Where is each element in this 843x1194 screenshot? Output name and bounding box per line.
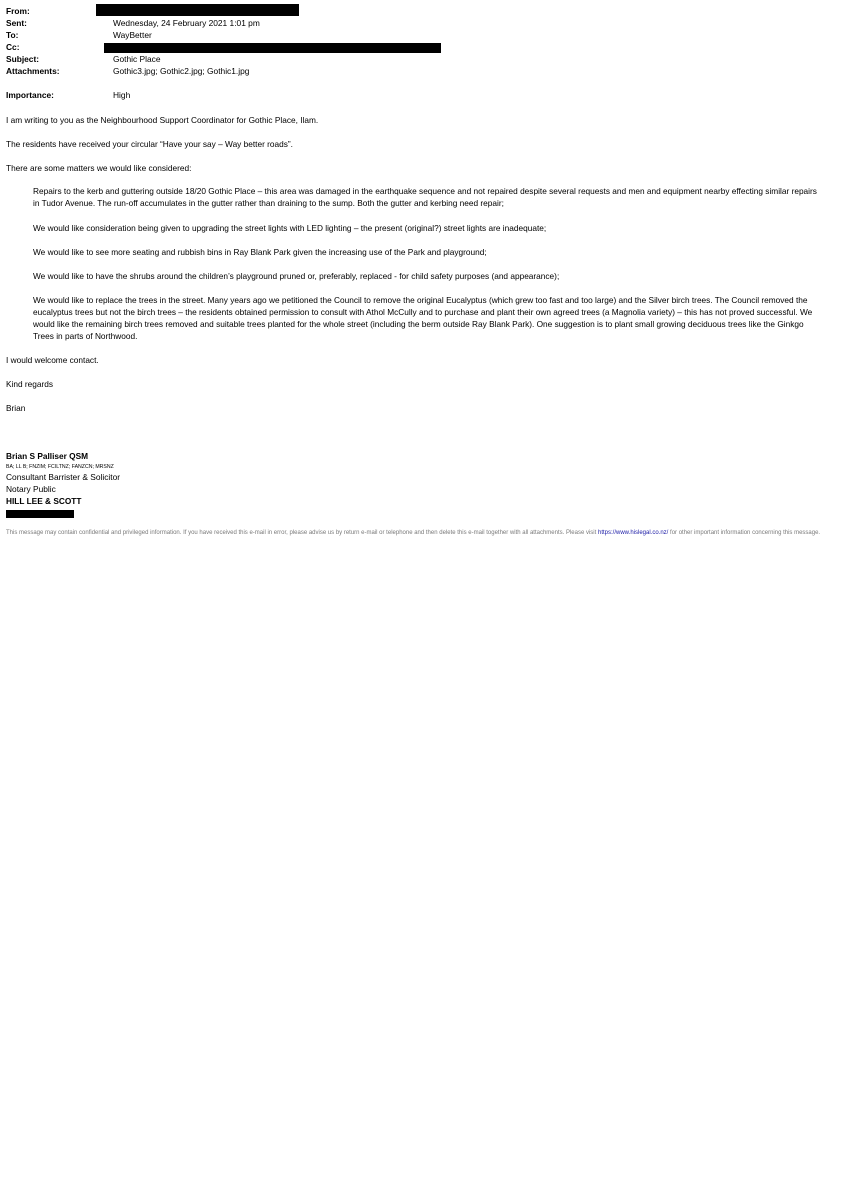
disclaimer-text-after: for other important information concerning this message. bbox=[668, 530, 821, 536]
subject-label: Subject: bbox=[6, 54, 40, 64]
signature-firm: HILL LEE & SCOTT bbox=[6, 496, 82, 506]
list-item: We would like to have the shrubs around the children’s playground pruned or, preferably, replaced - for child safety purposes (and appearance); bbox=[33, 271, 560, 281]
contact-paragraph: I would welcome contact. bbox=[6, 355, 99, 365]
closing-paragraph: Kind regards bbox=[6, 379, 54, 389]
signature-redaction bbox=[6, 510, 74, 518]
to-value: WayBetter bbox=[113, 30, 152, 40]
intro-paragraph: I am writing to you as the Neighbourhood Support Coordinator for Gothic Place, Ilam. bbox=[6, 115, 319, 125]
disclaimer-text-before: This message may contain confidential and privileged information. If you have received this e-mail in error, please advise us by return e-mail or telephone and then delete this e-mail together with all attachments. Please visit bbox=[6, 530, 598, 536]
cc-label: Cc: bbox=[6, 42, 20, 52]
cc-redaction bbox=[104, 43, 441, 53]
sent-value: Wednesday, 24 February 2021 1:01 pm bbox=[113, 18, 260, 28]
from-label: From: bbox=[6, 6, 30, 16]
matters-paragraph: There are some matters we would like considered: bbox=[6, 163, 192, 173]
circular-paragraph: The residents have received your circular “Have your say – Way better roads”. bbox=[6, 139, 293, 149]
list-item: We would like consideration being given to upgrading the street lights with LED lighting – the present (original?) street lights are inadequate; bbox=[33, 223, 547, 233]
disclaimer bbox=[6, 529, 828, 538]
attachments-value: Gothic3.jpg; Gothic2.jpg; Gothic1.jpg bbox=[113, 66, 250, 76]
first-name: Brian bbox=[6, 403, 26, 413]
list-item: We would like to see more seating and rubbish bins in Ray Blank Park given the increasing use of the Park and playground; bbox=[33, 247, 487, 257]
signature-name: Brian S Palliser QSM bbox=[6, 451, 89, 461]
from-redaction bbox=[96, 4, 299, 16]
list-item: We would like to replace the trees in the street. Many years ago we petitioned the Council to remove the original Eucalyptus (which grew too fast and too large) and the Silver birch trees. The Council removed the eucalyptus trees but not the birch trees – the residents obtained permission to consult with Athol McCully and to purchase and plant their own agreed trees (a Magnolia variety) – this has not proved successful. We would like the remaining birch trees removed and suitable trees planted for the whole street (including the berm outside Ray Blank Park). One suggestion is to plant small growing deciduous trees like the Ginkgo Trees in parts of Northwood. bbox=[33, 295, 813, 341]
importance-value: High bbox=[113, 90, 131, 100]
subject-value: Gothic Place bbox=[113, 54, 161, 64]
attachments-label: Attachments: bbox=[6, 66, 60, 76]
signature-role-barrister: Consultant Barrister & Solicitor bbox=[6, 472, 121, 482]
sent-label: Sent: bbox=[6, 18, 27, 28]
to-label: To: bbox=[6, 30, 19, 40]
importance-label: Importance: bbox=[6, 90, 54, 100]
list-item: Repairs to the kerb and guttering outside 18/20 Gothic Place – this area was damaged in the earthquake sequence and not repaired despite several requests and men and equipment nearby effecting similar repairs in Tudor Avenue. The run-off accumulates in the gutter rather than draining to the sump. Both the gutter and kerbing need repair; bbox=[33, 186, 817, 208]
signature-credentials: BA; LL B; FNZIM; FCILTNZ; FANZCN; MRSNZ bbox=[6, 464, 114, 470]
signature-role-notary: Notary Public bbox=[6, 484, 56, 494]
disclaimer-link[interactable]: https://www.hislegal.co.nz/ bbox=[597, 530, 669, 536]
